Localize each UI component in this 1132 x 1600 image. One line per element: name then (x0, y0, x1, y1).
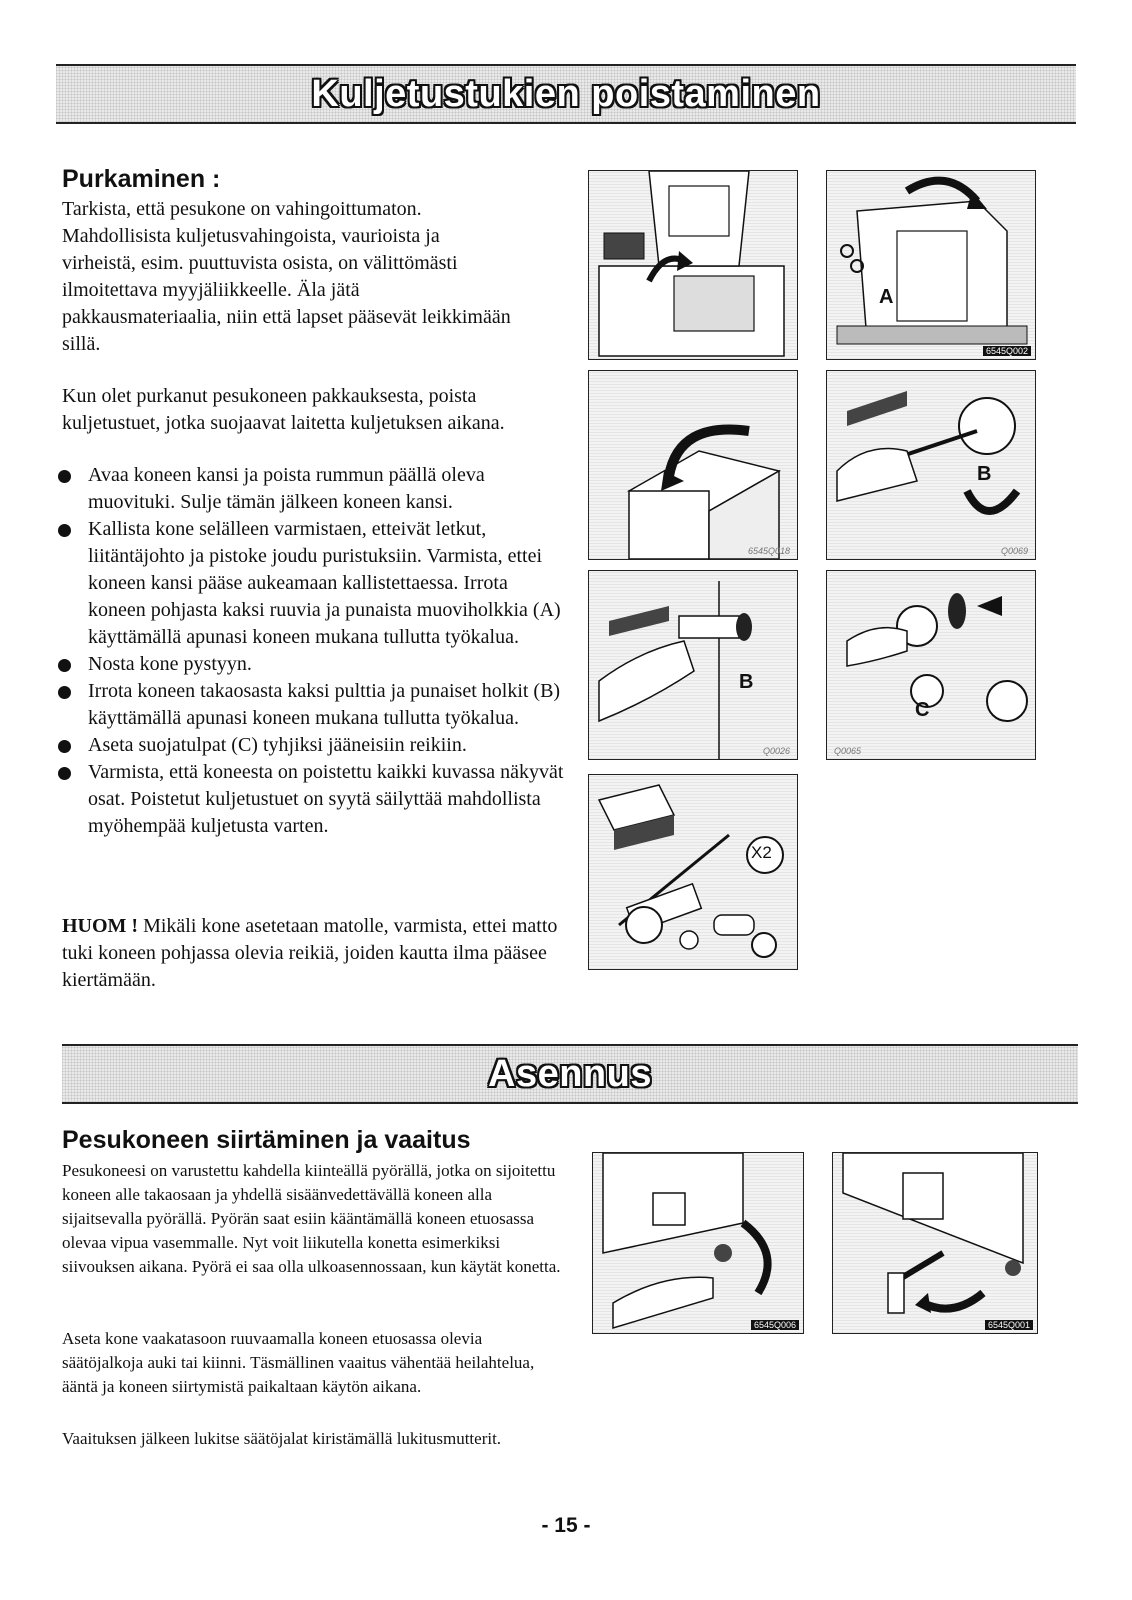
figure-code: Q0065 (834, 746, 862, 756)
lead-paragraph: Kun olet purkanut pesukoneen pakkauksesta, poista kuljetustuet, jotka suojaavat laitetta kuljetuksen aikana. (62, 385, 505, 434)
figure-tilted-screws (826, 170, 1036, 360)
bullet-item: Nosta kone pystyyn. (58, 651, 568, 678)
section-banner-kuljetustuet (56, 64, 1076, 124)
figure-insert-caps (826, 570, 1036, 760)
figure-remove-bolt (826, 370, 1036, 560)
paragraph-leveling: Aseta kone vaakatasoon ruuvaamalla koneen etuosassa olevia säätöjalkoja auki tai kiinni. Täsmällinen vaaitus vähentää heilahtelua, ääntä ja koneen siirtymistä paikaltaan käytön aikana. (62, 1329, 535, 1396)
figure-adjustable-feet (832, 1152, 1038, 1334)
section-title: Kuljetustukien poistaminen (311, 72, 821, 115)
figure-removed-parts (588, 774, 798, 970)
label-a: A (879, 286, 894, 308)
illustration-close-lid (589, 371, 797, 559)
heading-purkaminen: Purkaminen : (62, 165, 221, 193)
bullet-item: Irrota koneen takaosasta kaksi pulttia ja punaiset holkit (B) käyttämällä apunasi koneen mukana tullutta työkalua. (58, 678, 568, 732)
illustration-removed-parts (589, 775, 797, 969)
label-c: C (915, 699, 930, 721)
figure-pull-holder (588, 570, 798, 760)
bullet-item: Aseta suojatulpat (C) tyhjiksi jääneisiin reikiin. (58, 732, 568, 759)
figure-lid-open (588, 170, 798, 360)
figure-code: 6545Q018 (747, 546, 790, 556)
section-banner-asennus (62, 1044, 1078, 1104)
quantity-label: X2 (751, 843, 772, 862)
figure-code: Q0069 (1000, 546, 1028, 556)
figure-code: 6545Q006 (751, 1320, 799, 1330)
illustration-remove-bolt (827, 371, 1035, 559)
section-title: Asennus (488, 1052, 652, 1095)
paragraph-wheels: Pesukoneesi on varustettu kahdella kiinteällä pyörällä, jotka on sijoitettu koneen alle takaosaan ja yhdellä sisäänvedettävällä koneen alla sijaitsevalla pyörällä. Pyörän saat esiin kääntämällä koneen etuosassa olevaa vipua vasemmalle. Nyt voit liikutella konetta esimerkiksi siivouksen aikana. Pyörä ei saa olla ulkoasennossaan, kun käytät konetta. (62, 1161, 561, 1276)
illustration-adjustable-feet (833, 1153, 1037, 1333)
illustration-tilted-machine (827, 171, 1035, 359)
page-number: - 15 - (541, 1514, 591, 1537)
figure-code: 6545Q002 (983, 346, 1031, 356)
figure-close-lid (588, 370, 798, 560)
figure-code: 6545Q001 (985, 1320, 1033, 1330)
note-label: HUOM ! (62, 915, 139, 937)
note-text: Mikäli kone asetetaan matolle, varmista, ettei matto tuki koneen pohjassa olevia reikiä, joiden kautta ilma pääsee kiertämään. (62, 915, 558, 991)
illustration-insert-caps (827, 571, 1035, 759)
bullet-item: Kallista kone selälleen varmistaen, etteivät letkut, liitäntäjohto ja pistoke joudu puristuksiin. Varmista, ettei koneen kansi pääse aukeamaan kallistettaessa. Irrota koneen pohjasta kaksi ruuvia ja punaista muoviholkkia (A) käyttämällä apunasi koneen mukana tullutta työkalua. (58, 516, 568, 651)
illustration-pull-holder (589, 571, 797, 759)
figure-code: Q0026 (762, 746, 790, 756)
note-paragraph (62, 913, 567, 994)
heading-siirtaminen: Pesukoneen siirtäminen ja vaaitus (62, 1126, 471, 1154)
label-b: B (977, 463, 992, 485)
illustration-wheel-lever (593, 1153, 803, 1333)
bullet-item: Varmista, että koneesta on poistettu kaikki kuvassa näkyvät osat. Poistetut kuljetustuet on syytä säilyttää mahdollista myöhempää kuljetusta varten. (58, 759, 568, 840)
paragraph-lock-nuts: Vaaituksen jälkeen lukitse säätöjalat kiristämällä lukitusmutterit. (62, 1429, 502, 1448)
bullet-item: Avaa koneen kansi ja poista rummun päällä oleva muovituki. Sulje tämän jälkeen koneen kansi. (58, 462, 568, 516)
illustration-lid-open (589, 171, 797, 359)
figure-wheel-lever (592, 1152, 804, 1334)
label-b: B (739, 671, 754, 693)
bullet-list (58, 462, 568, 840)
intro-paragraph: Tarkista, että pesukone on vahingoittumaton. Mahdollisista kuljetusvahingoista, vaurioista ja virheistä, esim. puuttuvista osista, on välittömästi ilmoitettava myyjäliikkeelle. Äla jätä pakkausmateriaalia, niin että lapset pääsevät leikkimään sillä. (62, 198, 511, 355)
